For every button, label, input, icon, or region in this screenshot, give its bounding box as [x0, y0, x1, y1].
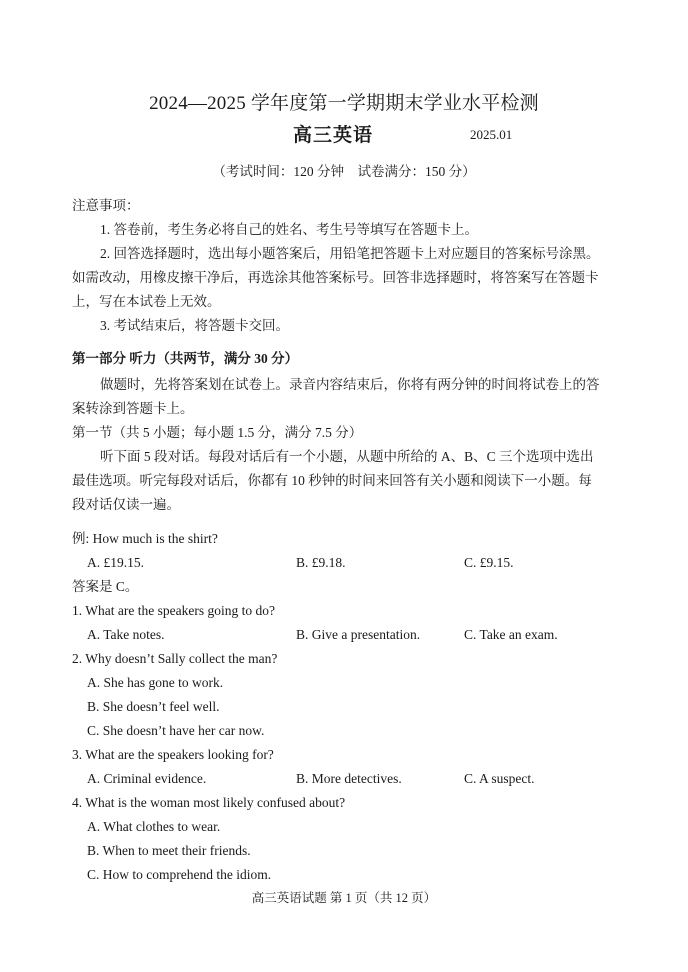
example-question: 例: How much is the shirt?	[72, 531, 218, 546]
notice-line-2: 2. 回答选择题时，选出每小题答案后，用铅笔把答题卡上对应题目的答案标号涂黑。	[100, 246, 600, 261]
question-1: 1. What are the speakers going to do?	[72, 603, 275, 618]
notice-line-1: 1. 答卷前，考生务必将自己的姓名、考生号等填写在答题卡上。	[100, 222, 478, 237]
page-footer: 高三英语试题 第 1 页（共 12 页）	[251, 891, 437, 905]
section1-intro-1: 听下面 5 段对话。每段对话后有一个小题，从题中所给的 A、B、C 三个选项中选出	[100, 449, 594, 464]
question-3: 3. What are the speakers looking for?	[72, 747, 274, 762]
q3-option-a: A. Criminal evidence.	[87, 771, 207, 786]
notice-line-3: 如需改动，用橡皮擦干净后，再选涂其他答案标号。回答非选择题时，将答案写在答题卡	[72, 270, 599, 285]
q1-option-a: A. Take notes.	[87, 627, 165, 642]
question-2: 2. Why doesn’t Sally collect the man?	[72, 651, 278, 666]
q3-option-c: C. A suspect.	[464, 771, 535, 786]
exam-date: 2025.01	[470, 127, 513, 142]
notice-heading: 注意事项：	[72, 198, 140, 213]
q2-option-b: B. She doesn’t feel well.	[87, 699, 220, 714]
section1-intro-3: 段对话仅读一遍。	[72, 497, 180, 512]
example-option-c: C. £9.15.	[464, 555, 514, 570]
section1-heading: 第一节（共 5 小题；每小题 1.5 分，满分 7.5 分）	[72, 425, 363, 440]
part1-intro-1: 做题时，先将答案划在试卷上。录音内容结束后，你将有两分钟的时间将试卷上的答	[100, 377, 600, 392]
example-option-b: B. £9.18.	[296, 555, 346, 570]
q2-option-c: C. She doesn’t have her car now.	[87, 723, 265, 738]
example-option-a: A. £19.15.	[87, 555, 144, 570]
question-4: 4. What is the woman most likely confused about?	[72, 795, 346, 810]
q4-option-c: C. How to comprehend the idiom.	[87, 867, 272, 882]
q3-option-b: B. More detectives.	[296, 771, 402, 786]
notice-line-5: 3. 考试结束后，将答题卡交回。	[100, 318, 289, 333]
exam-time-info: （考试时间：120 分钟 试卷满分：150 分）	[212, 164, 476, 179]
subject-title: 高三英语	[293, 125, 374, 146]
part1-intro-2: 案转涂到答题卡上。	[72, 401, 194, 416]
notice-line-4: 上，写在本试卷上无效。	[72, 294, 221, 309]
q4-option-a: A. What clothes to wear.	[87, 819, 221, 834]
part1-heading: 第一部分 听力（共两节，满分 30 分）	[72, 351, 299, 366]
section1-intro-2: 最佳选项。听完每段对话后，你都有 10 秒钟的时间来回答有关小题和阅读下一小题。每	[72, 473, 592, 488]
example-answer: 答案是 C。	[72, 579, 139, 594]
q1-option-b: B. Give a presentation.	[296, 627, 421, 642]
q4-option-b: B. When to meet their friends.	[87, 843, 251, 858]
q1-option-c: C. Take an exam.	[464, 627, 558, 642]
q2-option-a: A. She has gone to work.	[87, 675, 224, 690]
exam-title: 2024—2025 学年度第一学期期末学业水平检测	[149, 93, 539, 114]
